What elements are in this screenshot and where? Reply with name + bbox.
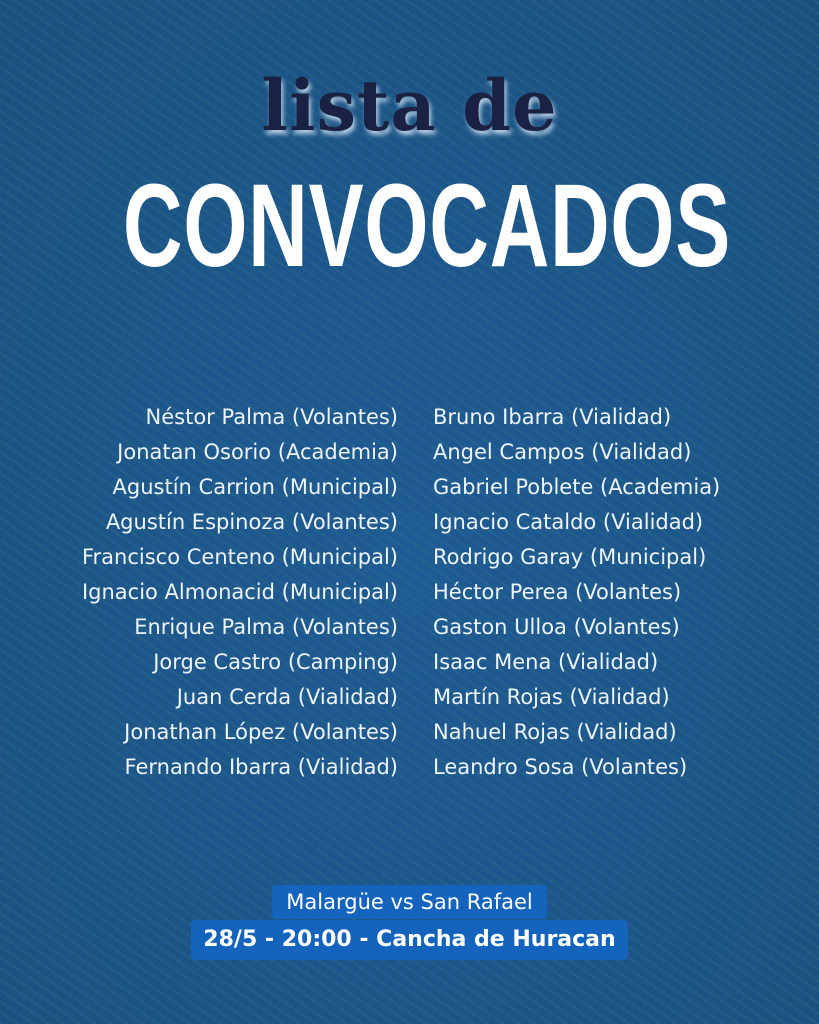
subtitle: lista de: [261, 64, 558, 147]
player-item: Leandro Sosa (Volantes): [433, 755, 688, 779]
player-item: Néstor Palma (Volantes): [145, 405, 398, 429]
player-item: Jorge Castro (Camping): [153, 650, 398, 674]
player-item: Francisco Centeno (Municipal): [81, 545, 398, 569]
player-item: Gabriel Poblete (Academia): [433, 475, 721, 499]
page-title: CONVOCADOS: [122, 160, 732, 292]
player-item: Ignacio Almonacid (Municipal): [81, 580, 398, 604]
match-teams-banner: [0, 885, 819, 919]
player-item: Fernando Ibarra (Vialidad): [124, 755, 398, 779]
match-details-banner: [0, 920, 819, 960]
player-item: Jonatan Osorio (Academia): [117, 440, 398, 464]
match-details: 28/5 - 20:00 - Cancha de Huracan: [191, 920, 627, 960]
player-item: Isaac Mena (Vialidad): [433, 650, 659, 674]
player-item: Héctor Perea (Volantes): [433, 580, 682, 604]
players-list-left: [82, 400, 398, 785]
player-item: Agustín Carrion (Municipal): [112, 475, 398, 499]
player-item: Rodrigo Garay (Municipal): [433, 545, 707, 569]
player-item: Nahuel Rojas (Vialidad): [433, 720, 677, 744]
player-item: Bruno Ibarra (Vialidad): [433, 405, 672, 429]
player-item: Agustín Espinoza (Volantes): [105, 510, 398, 534]
player-item: Juan Cerda (Vialidad): [176, 685, 398, 709]
player-item: Gaston Ulloa (Volantes): [433, 615, 680, 639]
player-item: Enrique Palma (Volantes): [134, 615, 398, 639]
player-item: Jonathan López (Volantes): [124, 720, 398, 744]
players-list-right: [433, 400, 720, 785]
match-teams: Malargüe vs San Rafael: [272, 885, 546, 919]
player-item: Ignacio Cataldo (Vialidad): [433, 510, 704, 534]
player-item: Martín Rojas (Vialidad): [433, 685, 670, 709]
player-item: Angel Campos (Vialidad): [433, 440, 692, 464]
